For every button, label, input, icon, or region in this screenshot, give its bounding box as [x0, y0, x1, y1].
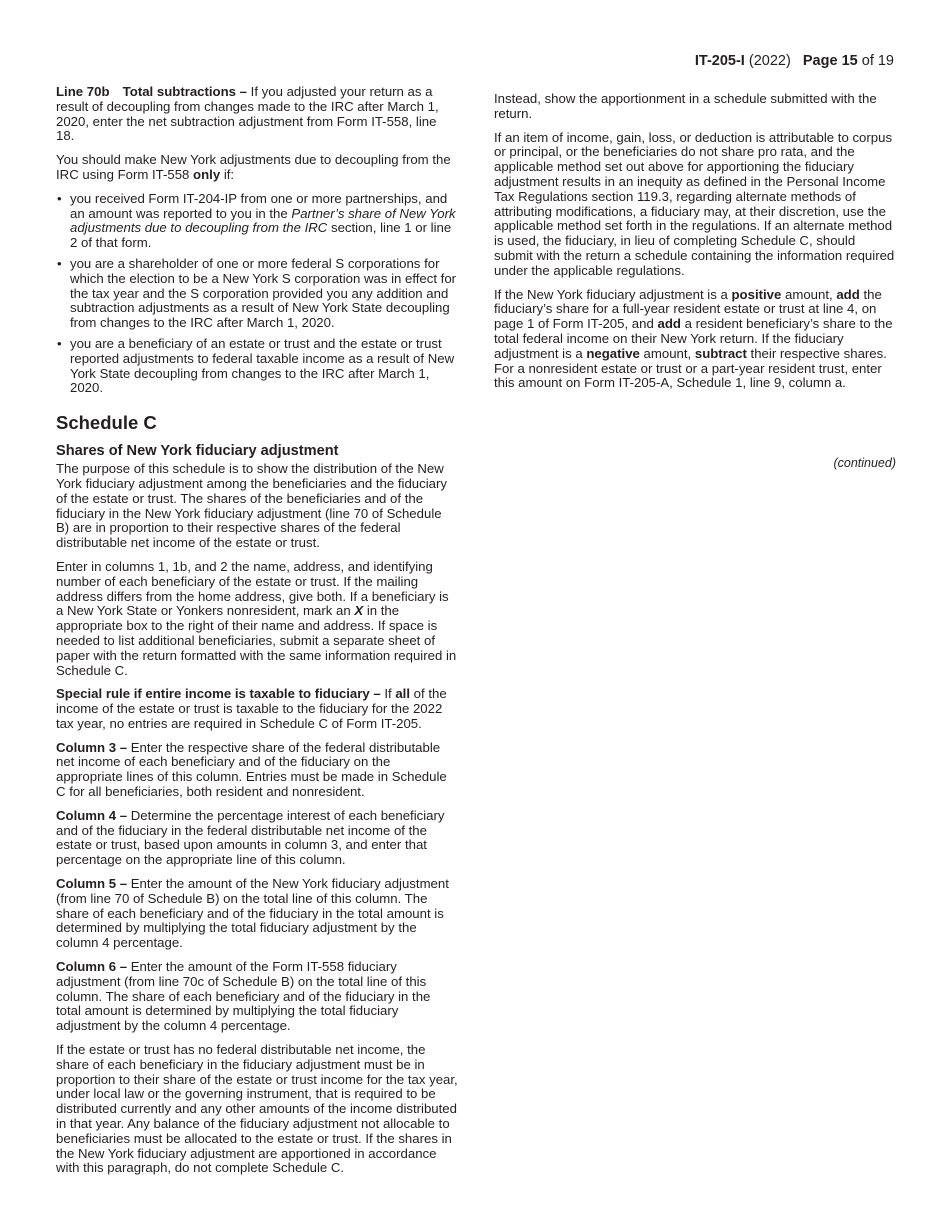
- list-item: • you are a beneficiary of an estate or trust and the estate or trust reported adjustments to federal taxable income as a result of New York State decoupling from changes to the IRC after March 1, 2020.: [57, 335, 455, 396]
- right-column: [494, 92, 896, 471]
- positive-negative-paragraph: If the New York fiduciary adjustment is a positive amount, add the fiduciary’s share for a full-year resident estate or trust at line 4, on page 1 of Form IT-205, and add a resident beneficiary’s share to the total federal income on their New York return. If the fiduciary adjustment is a negative amount, subtract their respective shares. For a nonresident estate or trust or a part-year resident trust, enter this amount on Form IT-205-A, Schedule 1, line 9, column a.: [494, 286, 893, 391]
- page-total: of 19: [861, 53, 894, 69]
- page-header: [695, 53, 894, 70]
- bullet-icon: •: [57, 255, 62, 271]
- special-rule-paragraph: Special rule if entire income is taxable to fiduciary – If all of the income of the estate or trust is taxable to the fiduciary for the 2022 tax year, no entries are required in Schedule C of Form IT-205.: [56, 686, 447, 731]
- schedule-c-subtitle: Shares of New York fiduciary adjustment: [56, 443, 339, 460]
- list-item: • you received Form IT-204-IP from one or more partnerships, and an amount was reported to you in the Partner’s share of New York adjustments due to decoupling from the IRC section, line 1 or line 2 of that form.: [57, 190, 456, 251]
- bullet-icon: •: [57, 335, 62, 351]
- alternate-method-paragraph: If an item of income, gain, loss, or deduction is attributable to corpus or principal, or the beneficiaries do not share pro rata, and the applicable method set out above for apportioning the fiduciary adjustment results in an inequity as defined in the Personal Income Tax Regulations section 119.3, regarding alternate methods of attributing modifications, a fiduciary may, at their discretion, use the applicable method set forth in the regulations. If an alternate method is used, the fiduciary, in lieu of completing Schedule C, should submit with the return a schedule containing the information required under the applicable regulations.: [494, 129, 895, 278]
- column3-paragraph: Column 3 – Enter the respective share of the federal distributable net income of each beneficiary and of the fiduciary on the appropriate lines of this column. Entries must be made in Schedule C for all beneficiaries, both resident and nonresident.: [56, 739, 447, 800]
- form-id: IT-205-I: [694, 53, 745, 69]
- column6-paragraph: Column 6 – Enter the amount of the Form IT-558 fiduciary adjustment (from line 70c of Schedule B) on the total line of this column. The share of each beneficiary and of the fiduciary in the total amount is determined by multiplying the total fiduciary adjustment by the column 4 percentage.: [56, 959, 431, 1034]
- left-column: [56, 85, 458, 1185]
- enter-columns-paragraph: Enter in columns 1, 1b, and 2 the name, address, and identifying number of each beneficiary of the estate or trust. If the mailing address differs from the home address, give both. If a beneficiary is a New York State or Yonkers nonresident, mark an X in the appropriate box to the right of their name and address. If space is needed to list additional beneficiaries, submit a separate sheet of paper with the return formatted with the same information required in Schedule C.: [56, 558, 457, 678]
- bullet-icon: •: [57, 190, 62, 206]
- adjust-intro-paragraph: You should make New York adjustments due to decoupling from the IRC using Form IT-558 only if:: [56, 152, 451, 182]
- page-number: Page 15: [802, 53, 858, 69]
- column5-paragraph: Column 5 – Enter the amount of the New York fiduciary adjustment (from line 70 of Schedule B) on the total line of this column. The share of each beneficiary and of the fiduciary in the total amount is determined by multiplying the total fiduciary adjustment by the column 4 percentage.: [56, 876, 449, 951]
- line70b-title: Line 70b Total subtractions –: [56, 84, 248, 99]
- schedule-c-title: Schedule C: [56, 412, 157, 434]
- purpose-paragraph: The purpose of this schedule is to show the distribution of the New York fiduciary adjustment among the beneficiaries and the fiduciary of the estate or trust. The shares of the beneficiaries and of the fiduciary in the New York fiduciary adjustment (line 70 of Schedule B) are in proportion to their respective shares of the federal distributable net income of the estate or trust.: [56, 461, 447, 551]
- instead-paragraph: Instead, show the apportionment in a schedule submitted with the return.: [494, 91, 877, 121]
- continued-note: (continued): [833, 456, 896, 471]
- column4-paragraph: Column 4 – Determine the percentage interest of each beneficiary and of the fiduciary in the federal distributable net income of the estate or trust, based upon amounts in column 3, and enter that percentage on the appropriate line of this column.: [56, 807, 445, 868]
- list-item: • you are a shareholder of one or more federal S corporations for which the election to be a New York S corporation was in effect for the tax year and the S corporation provided you any addition and subtraction adjustments as a result of New York State decoupling from changes to the IRC after March 1, 2020.: [57, 255, 457, 331]
- line70b-paragraph: Line 70b Total subtractions – If you adjusted your return as a result of decoupling from changes made to the IRC after March 1, 2020, enter the net subtraction adjustment from Form IT-558, line 18.: [56, 84, 439, 144]
- condition-list: [56, 192, 458, 396]
- form-year: (2022): [748, 53, 791, 69]
- no-fdni-paragraph: If the estate or trust has no federal distributable net income, the share of each beneficiary in the fiduciary adjustment must be in proportion to their share of the estate or trust income for the tax year, under local law or the governing instrument, that is required to be distributed currently and any other amounts of the income distributed in that year. Any balance of the fiduciary adjustment not allocable to beneficiaries must be allocated to the estate or trust. If the shares in the New York fiduciary adjustment are apportioned in accordance with this paragraph, do not complete Schedule C.: [56, 1042, 458, 1176]
